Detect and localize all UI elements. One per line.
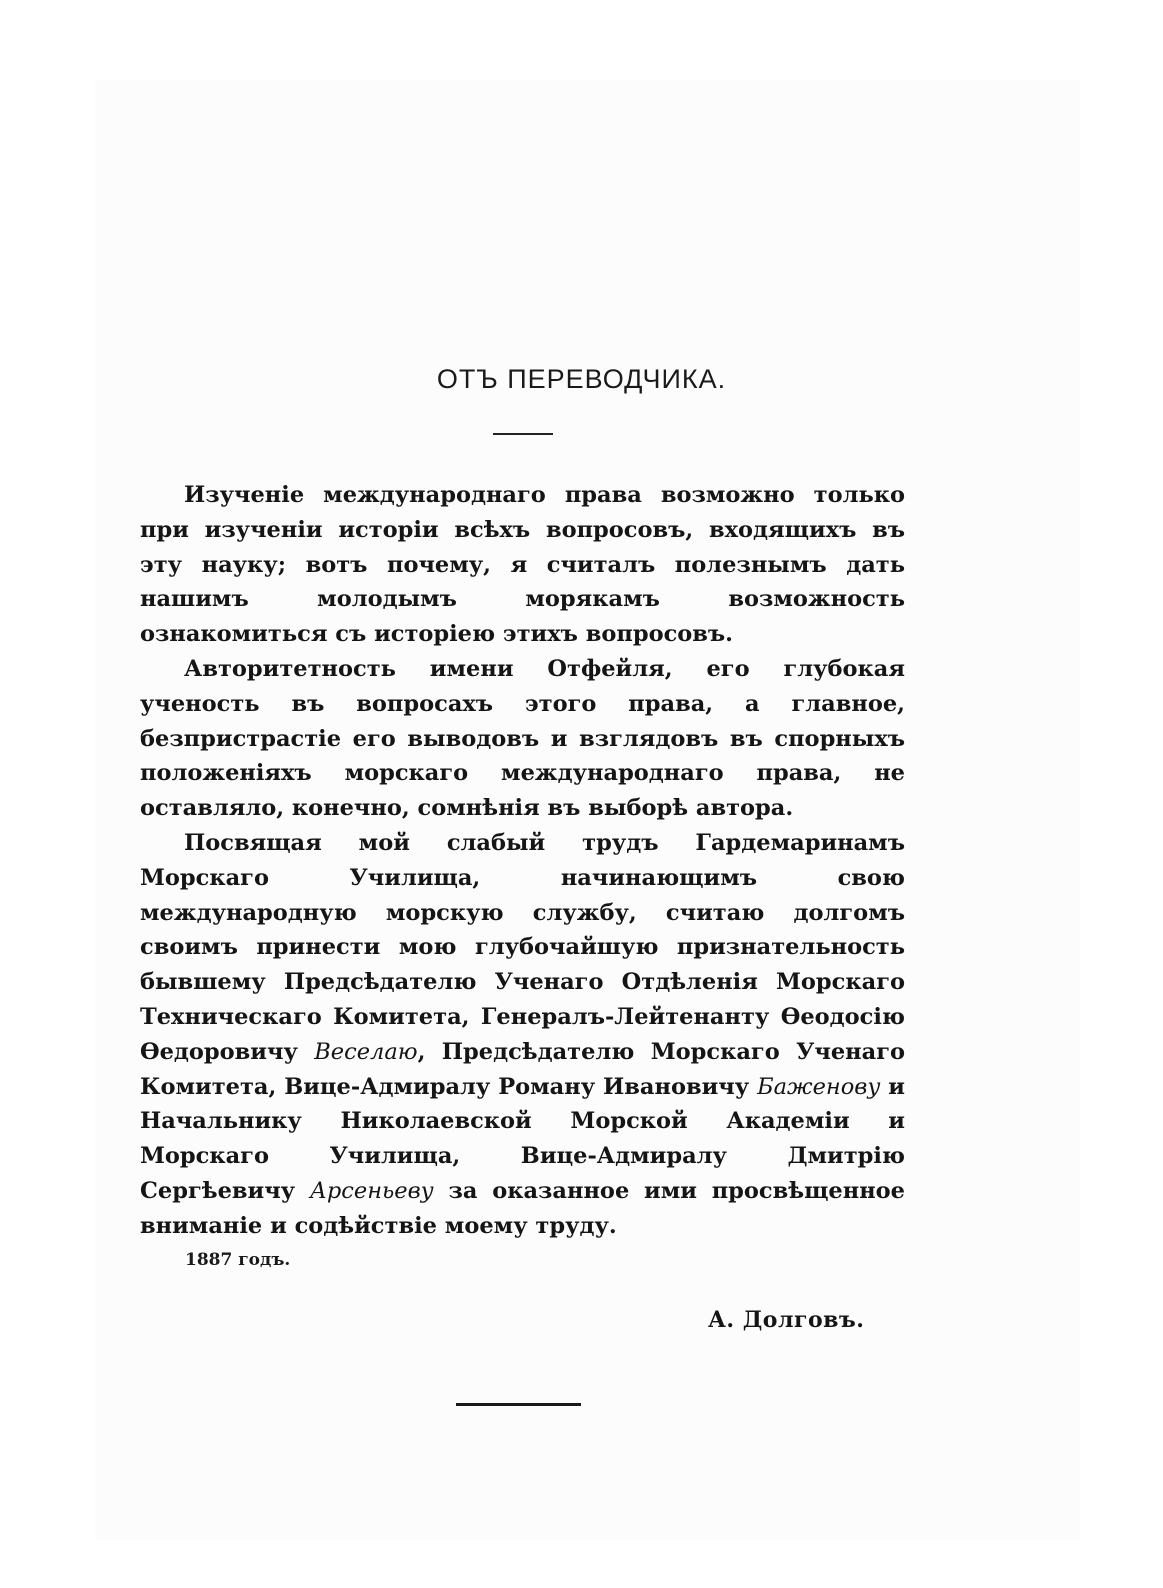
paragraph-3-segment: Посвящая мой слабый трудъ Гардемаринамъ Морскаго Училища, начинающимъ свою международную морскую службу, считаю долгомъ своимъ принести мою глубочайшую признательность бывшему Предсѣдателю Ученаго Отдѣленія Морскаго Техническаго Комитета, Генералъ-Лейтенанту Ѳеодосію Ѳедоровичу bbox=[140, 829, 905, 1065]
paragraph-3-segment: , Предсѣдателю Морскаго Ученаго Комитета, Вице-Адмиралу Роману Ивановичу bbox=[140, 1038, 905, 1100]
title-divider bbox=[493, 433, 553, 435]
name-arsenyev: Арсеньеву bbox=[309, 1177, 434, 1204]
end-divider bbox=[456, 1403, 581, 1406]
paragraph-2: Авторитетность имени Отфейля, его глубокая ученость въ вопросахъ этого права, а главное, безпристрастіе его выводовъ и взглядовъ въ спорныхъ положеніяхъ морскаго международнаго права, не оставляло, конечно, сомнѣнія въ выборѣ автора. bbox=[140, 655, 905, 822]
main-text bbox=[140, 478, 905, 1244]
paragraph-3-segment: за оказанное ими просвѣщенное вниманіе и содѣйствіе моему труду. bbox=[140, 1177, 905, 1239]
paragraph-1: Изученіе международнаго права возможно только при изученіи исторіи всѣхъ вопросовъ, входящихъ въ эту науку; вотъ почему, я считалъ полезнымъ дать нашимъ молодымъ морякамъ возможность ознакомиться съ исторіею этихъ вопросовъ. bbox=[140, 482, 905, 648]
paragraph-3 bbox=[140, 826, 905, 1244]
date-line: 1887 годъ. bbox=[185, 1250, 291, 1270]
name-bazhenov: Баженову bbox=[757, 1073, 881, 1100]
paragraph-3-segment: и Начальнику Николаевской Морской Академіи и Морскаго Училища, Вице-Адмиралу Дмитрію Сергѣевичу bbox=[140, 1073, 905, 1204]
name-veselago: Веселаю bbox=[314, 1038, 418, 1065]
signature: А. Долговъ. bbox=[708, 1307, 865, 1333]
page-title: ОТЪ ПЕРЕВОДЧИКА. bbox=[436, 364, 727, 394]
